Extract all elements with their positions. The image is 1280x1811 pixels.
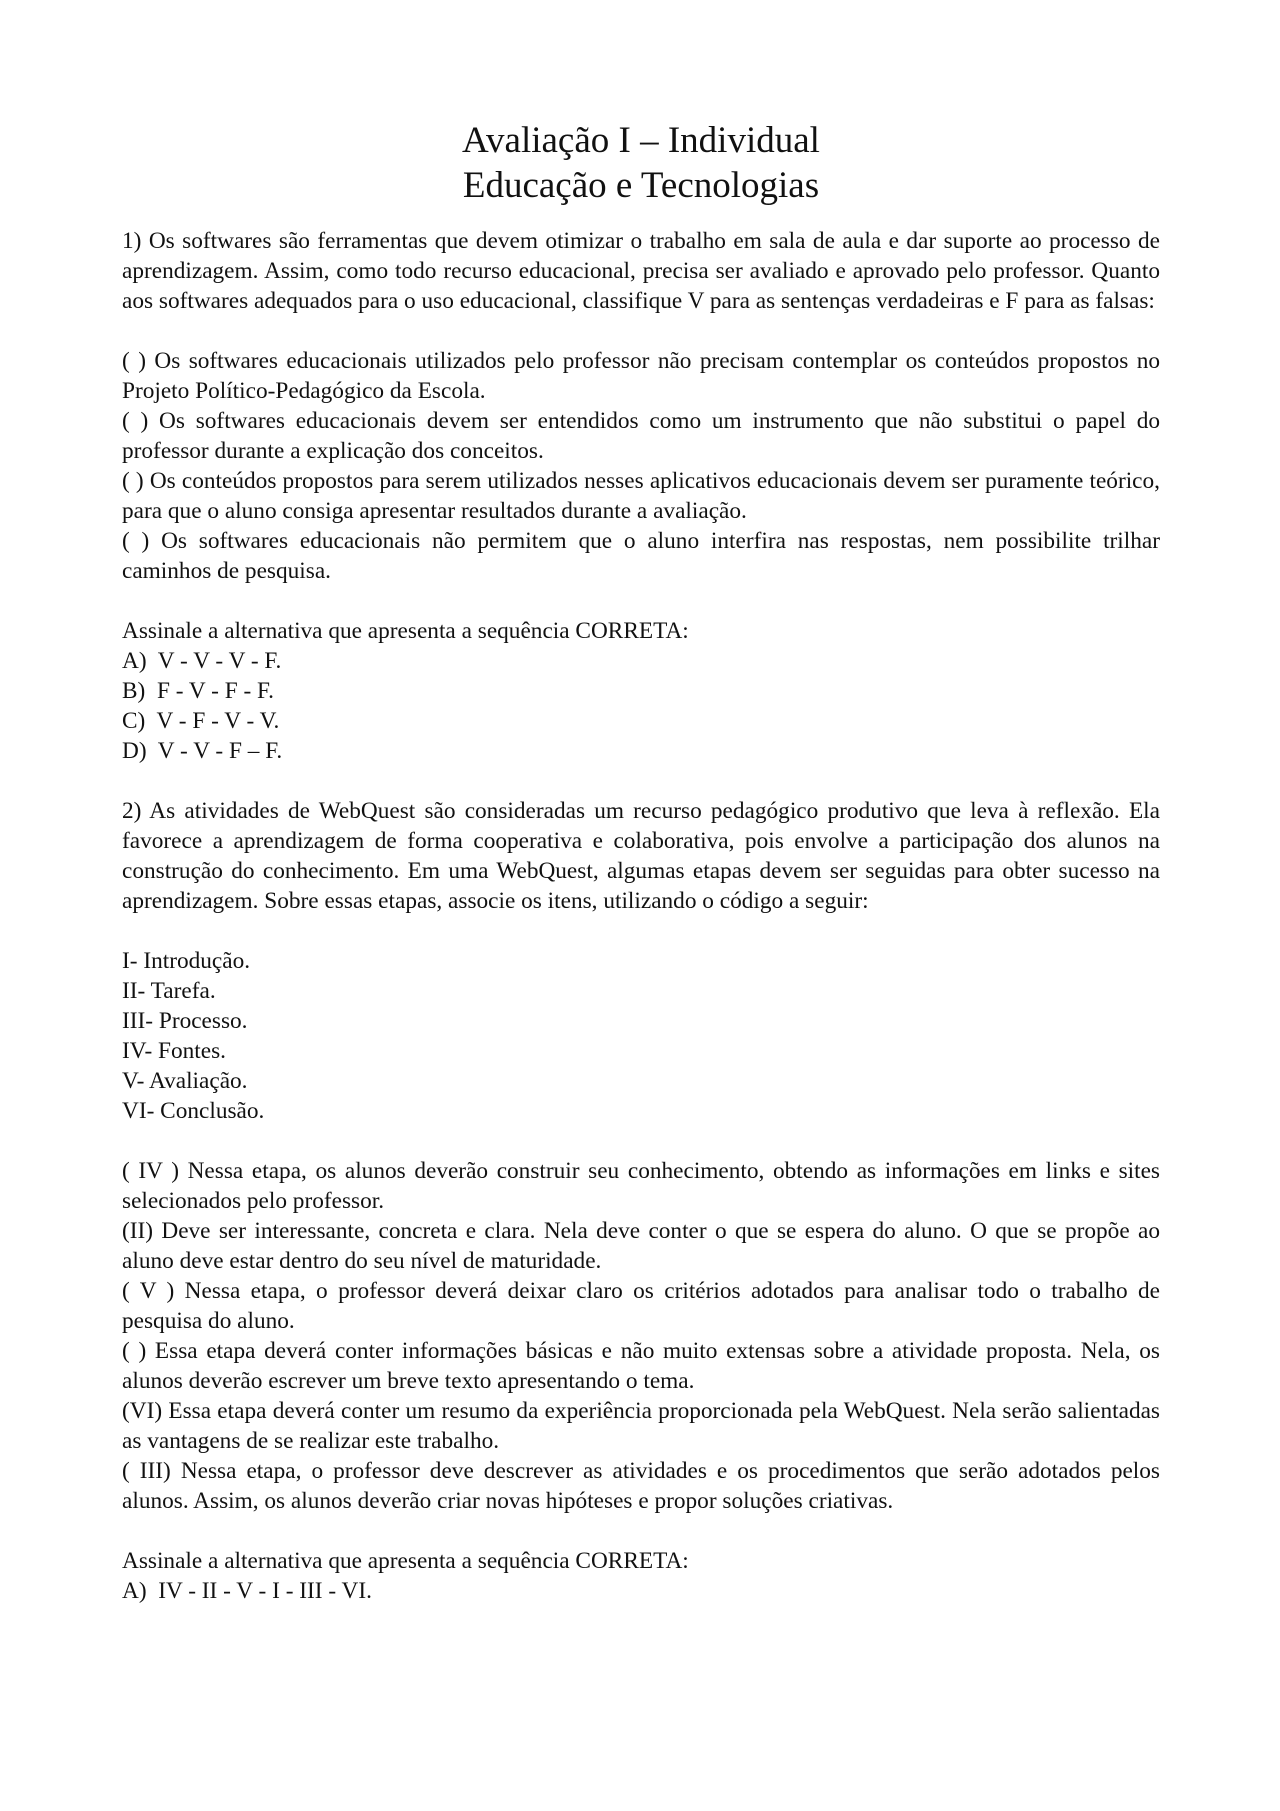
- title-block: [122, 118, 1160, 208]
- question-2-code: II- Tarefa.: [122, 978, 216, 1004]
- question-1-option-d: D) V - V - F – F.: [122, 738, 283, 764]
- document-page: [122, 118, 1160, 1606]
- question-1-item: ( ) Os softwares educacionais devem ser entendidos como um instrumento que não substitui o papel do professor durante a explicação dos conceitos.: [122, 408, 1160, 464]
- spacer: [122, 916, 1160, 946]
- spacer: [122, 766, 1160, 796]
- spacer: [122, 1126, 1160, 1156]
- spacer: [122, 586, 1160, 616]
- question-2-code: IV- Fontes.: [122, 1038, 226, 1064]
- question-2-item: ( III) Nessa etapa, o professor deve descrever as atividades e os procedimentos que serão adotados pelos alunos. Assim, os alunos deverão criar novas hipóteses e propor soluções criativas.: [122, 1458, 1160, 1514]
- question-1-option-c: C) V - F - V - V.: [122, 708, 280, 734]
- question-2-item: ( ) Essa etapa deverá conter informações básicas e não muito extensas sobre a atividade proposta. Nela, os alunos deverão escrever um breve texto apresentando o tema.: [122, 1338, 1160, 1394]
- question-2-item: ( V ) Nessa etapa, o professor deverá deixar claro os critérios adotados para analisar todo o trabalho de pesquisa do aluno.: [122, 1278, 1160, 1334]
- page-title: Avaliação I – Individual: [462, 120, 820, 161]
- question-1-statement: 1) Os softwares são ferramentas que devem otimizar o trabalho em sala de aula e dar suporte ao processo de aprendizagem. Assim, como todo recurso educacional, precisa ser avaliado e aprovado pelo professor. Quanto aos softwares adequados para o uso educacional, classifique V para as sentenças verdadeiras e F para as falsas:: [122, 228, 1160, 314]
- question-2-prompt: Assinale a alternativa que apresenta a sequência CORRETA:: [122, 1548, 689, 1574]
- question-1-option-a: A) V - V - V - F.: [122, 648, 282, 674]
- question-1-option-b: B) F - V - F - F.: [122, 678, 274, 704]
- question-1-item: ( ) Os conteúdos propostos para serem utilizados nesses aplicativos educacionais devem ser puramente teórico, para que o aluno consiga apresentar resultados durante a avaliação.: [122, 468, 1160, 524]
- question-2-item: (II) Deve ser interessante, concreta e clara. Nela deve conter o que se espera do aluno. O que se propõe ao aluno deve estar dentro do seu nível de maturidade.: [122, 1218, 1160, 1274]
- question-2-code: VI- Conclusão.: [122, 1098, 265, 1124]
- question-1-prompt: Assinale a alternativa que apresenta a sequência CORRETA:: [122, 618, 689, 644]
- question-2-code: III- Processo.: [122, 1008, 248, 1034]
- question-2-item: ( IV ) Nessa etapa, os alunos deverão construir seu conhecimento, obtendo as informações em links e sites selecionados pelo professor.: [122, 1158, 1160, 1214]
- question-2-code: V- Avaliação.: [122, 1068, 248, 1094]
- question-1: [122, 226, 1160, 766]
- question-2-item: (VI) Essa etapa deverá conter um resumo da experiência proporcionada pela WebQuest. Nela serão salientadas as vantagens de se realizar este trabalho.: [122, 1398, 1160, 1454]
- question-2-code: I- Introdução.: [122, 948, 251, 974]
- question-2-option-a: A) IV - II - V - I - III - VI.: [122, 1578, 372, 1604]
- question-1-item: ( ) Os softwares educacionais não permitem que o aluno interfira nas respostas, nem possibilite trilhar caminhos de pesquisa.: [122, 528, 1160, 584]
- spacer: [122, 316, 1160, 346]
- question-1-item: ( ) Os softwares educacionais utilizados pelo professor não precisam contemplar os conteúdos propostos no Projeto Político-Pedagógico da Escola.: [122, 348, 1160, 404]
- question-2-statement: 2) As atividades de WebQuest são consideradas um recurso pedagógico produtivo que leva à reflexão. Ela favorece a aprendizagem de forma cooperativa e colaborativa, pois envolve a participação dos alunos na construção do conhecimento. Em uma WebQuest, algumas etapas devem ser seguidas para obter sucesso na aprendizagem. Sobre essas etapas, associe os itens, utilizando o código a seguir:: [122, 798, 1160, 914]
- question-2: [122, 796, 1160, 1606]
- spacer: [122, 1516, 1160, 1546]
- page-subtitle: Educação e Tecnologias: [462, 165, 820, 206]
